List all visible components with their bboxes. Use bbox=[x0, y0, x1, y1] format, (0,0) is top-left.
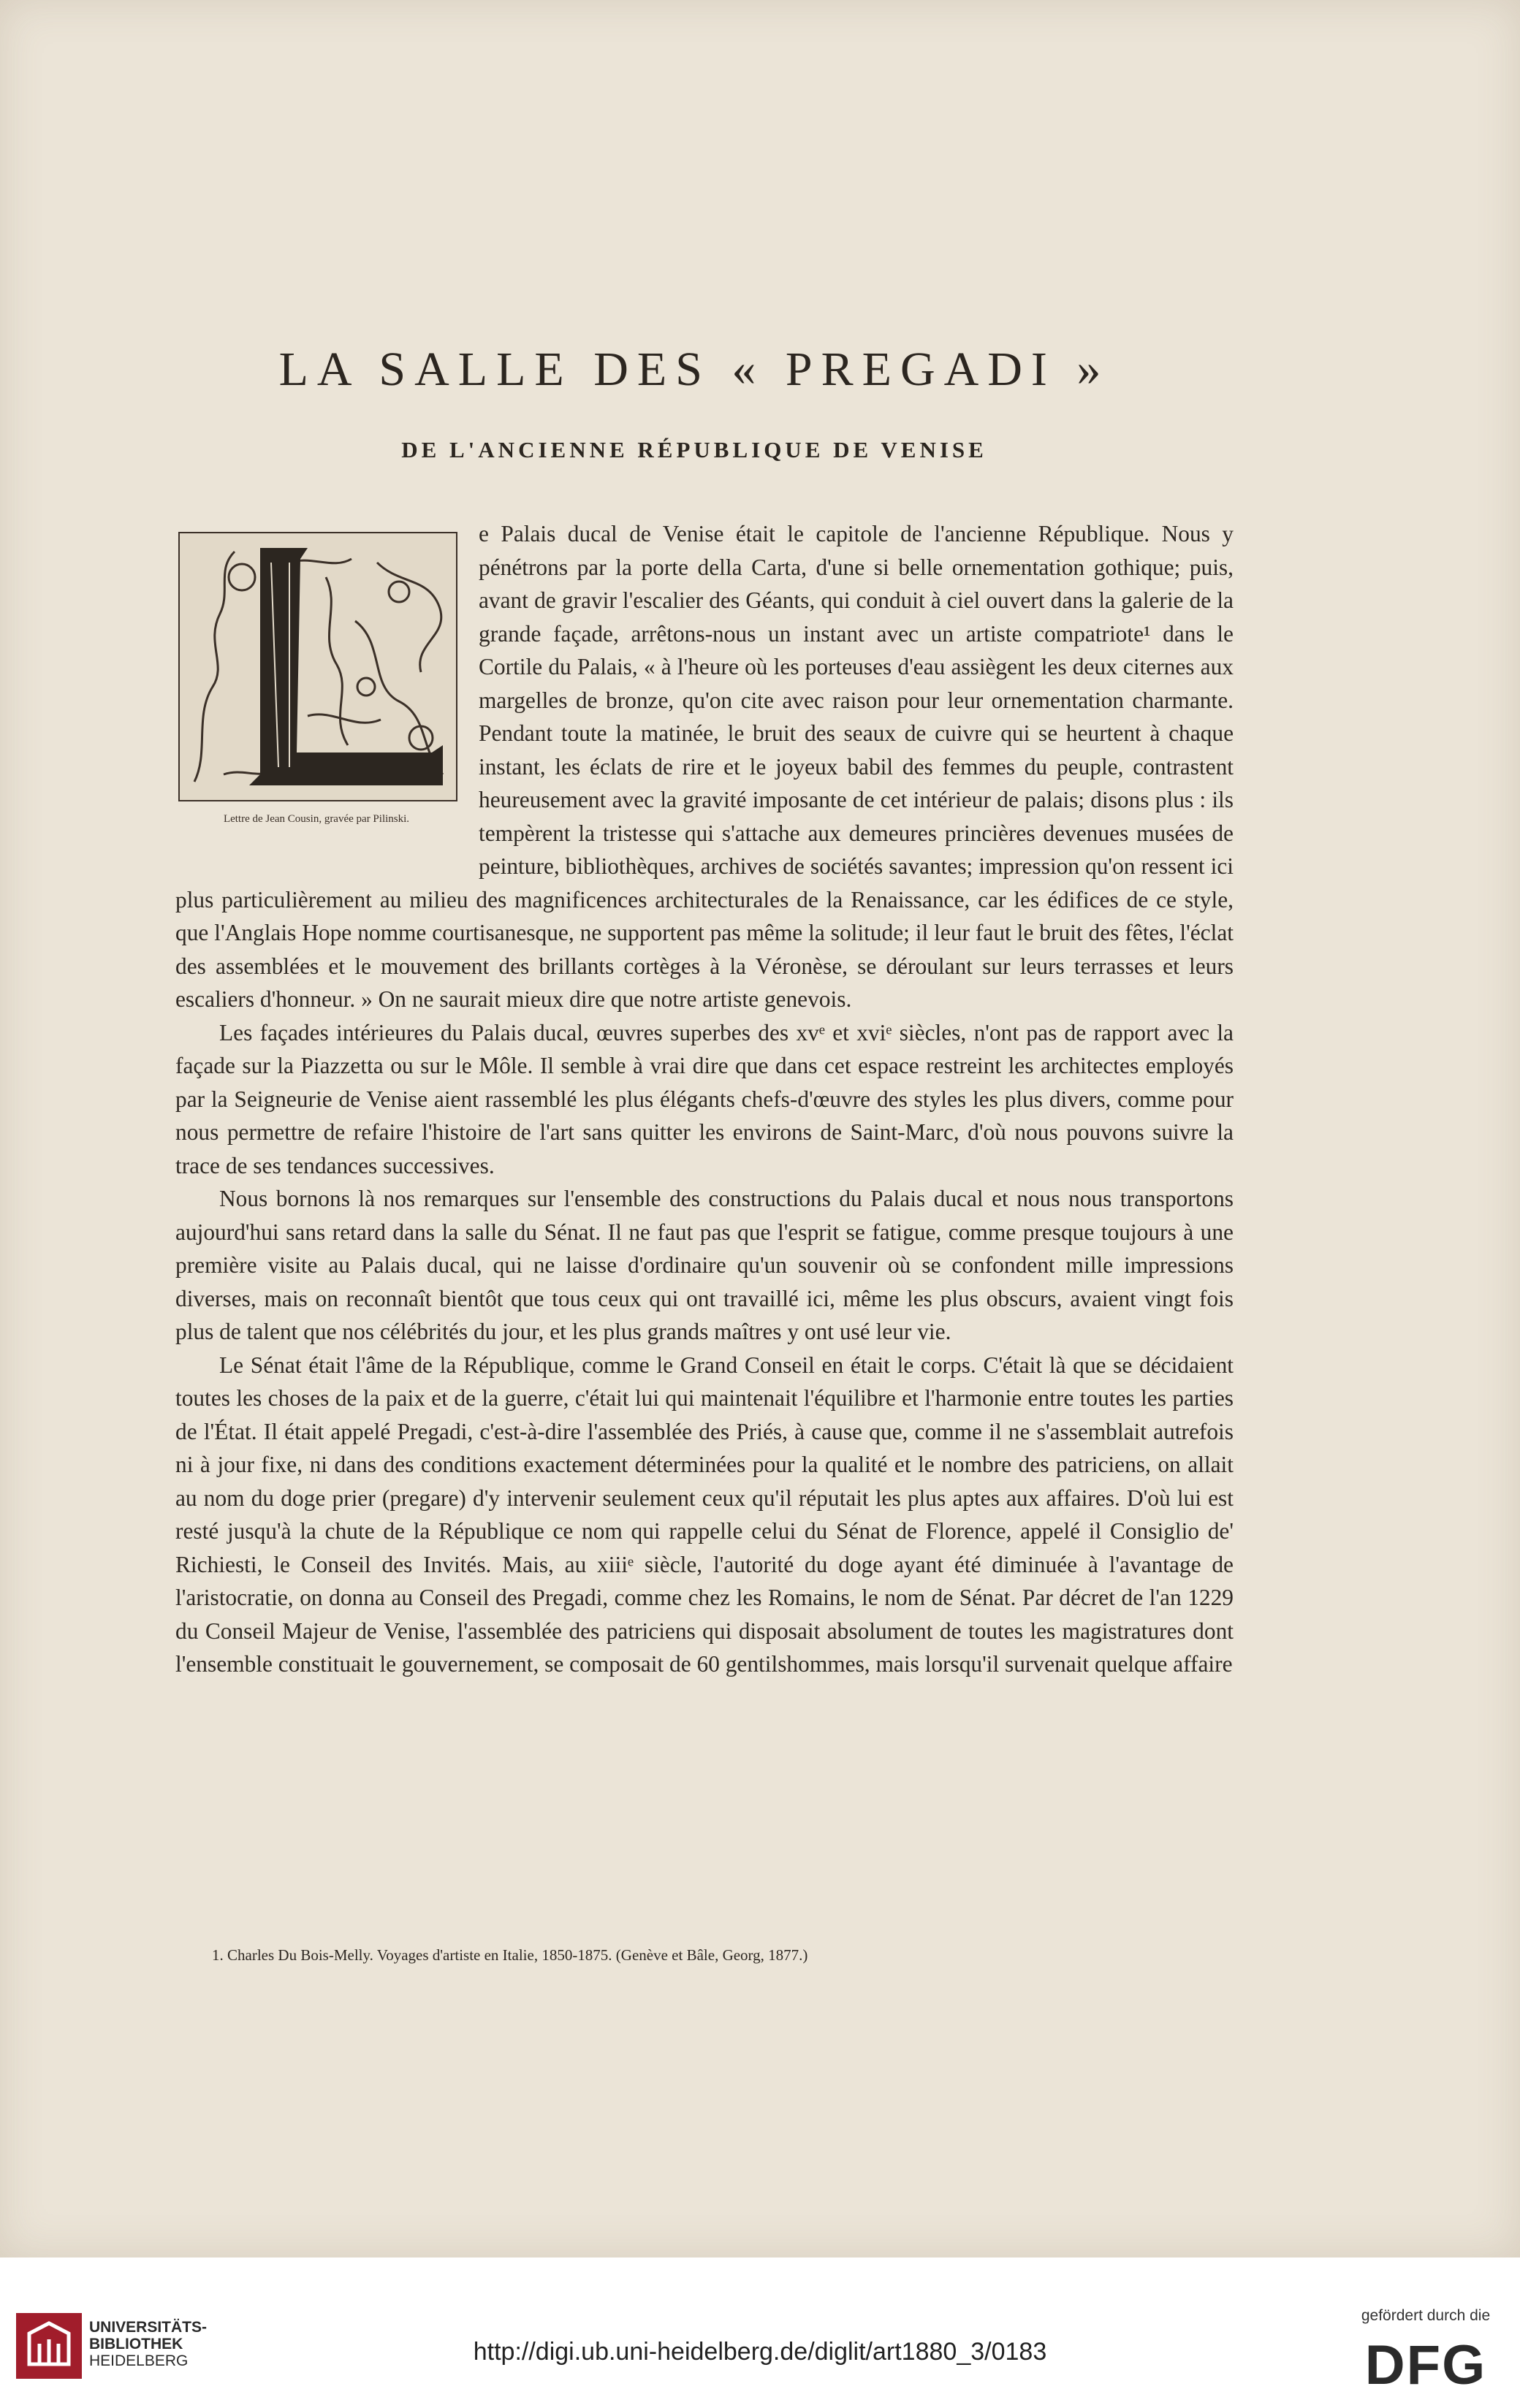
initial-caption: Lettre de Jean Cousin, gravée par Pilinski. bbox=[223, 813, 410, 825]
document-url-link[interactable]: http://digi.ub.uni-heidelberg.de/diglit/art1880_3/0183 bbox=[473, 2338, 1047, 2366]
paragraph: e Palais ducal de Venise était le capitole de l'ancienne République. Nous y pénétrons par la porte della Carta, d'une si belle ornementation gothique; puis, avant de gravir l'escalier des Géants, qui conduit à ciel ouvert dans la galerie de la grande façade, arrêtons-nous un instant avec un artiste compatriote¹ dans le Cortile du Palais, « à l'heure où les porteuses d'eau assiègent les deux citernes aux margelles de bronze, qu'on cite avec raison pour leur ornementation charmante. Pendant toute la matinée, le bruit des seaux de cuivre qui se heurtent à chaque instant, les éclats de rire et le joyeux babil des femmes du peuple, contrastent heureusement avec la gravité imposante de cet intérieur de palais; disons plus : ils tempèrent la tristesse qui s'attache aux demeures princières devenues musées de peinture, bibliothèques, archives de sociétés savantes; impression qu'on ressent ici plus particulièrement au milieu des magnificences architecturales de la Renaissance, car les édifices de ce style, que l'Anglais Hope nomme courtisanesque, ne supportent pas même la solitude; il leur faut le bruit des fêtes, l'éclat des assemblées et le mouvement des brillants cortèges à la Véronèse, se déroulant sur leurs terrasses et leurs escaliers d'honneur. » On ne saurait mieux dire que notre artiste genevois. bbox=[175, 521, 1234, 1012]
article-body bbox=[175, 517, 1234, 1681]
funding-note: gefördert durch die bbox=[1361, 2307, 1491, 2324]
institution-line: HEIDELBERG bbox=[89, 2352, 189, 2369]
dfg-logo: DFG bbox=[1364, 2334, 1487, 2396]
article-title: LA SALLE DES « PREGADI » bbox=[278, 343, 1110, 396]
institution-name bbox=[89, 2319, 207, 2369]
institution-line: UNIVERSITÄTS- bbox=[89, 2319, 208, 2336]
footnote: 1. Charles Du Bois-Melly. Voyages d'artiste en Italie, 1850-1875. (Genève et Bâle, Georg, 1877.) bbox=[212, 1946, 808, 1964]
university-library-logo-icon bbox=[16, 2313, 82, 2379]
paragraph: Nous bornons là nos remarques sur l'ensemble des constructions du Palais ducal et nous nous transportons aujourd'hui sans retard dans la salle du Sénat. Il ne faut pas que l'esprit se fatigue, comme presque toujours à une première visite au Palais ducal, qui ne laisse d'ordinaire qu'un souvenir où se confondent mille impressions diverses, mais on reconnaît bientôt que tous ceux qui ont travaillé ici, même les plus obscurs, avaient vingt fois plus de talent que nos célébrités du jour, et les plus grands maîtres y ont usé leur vie. bbox=[175, 1186, 1234, 1344]
paragraph: Le Sénat était l'âme de la République, comme le Grand Conseil en était le corps. C'était là que se décidaient toutes les choses de la paix et de la guerre, c'était lui qui maintenait l'équilibre et l'harmonie entre toutes les parties de l'État. Il était appelé Pregadi, c'est-à-dire l'assemblée des Priés, à cause que, comme il ne s'assemblait autrefois ni à jour fixe, ni dans des conditions exactement déterminées pour la qualité et le nombre des patriciens, on allait au nom du doge prier (pregare) d'y intervenir seulement ceux qu'il réputait les plus aptes aux affaires. D'où lui est resté jusqu'à la chute de la République ce nom qui rappelle celui du Sénat de Florence, appelé il Consiglio de' Richiesti, le Conseil des Invités. Mais, au xiiiᵉ siècle, l'autorité du doge ayant été diminuée à l'avantage de l'aristocratie, on donna au Conseil des Pregadi, comme chez les Romains, le nom de Sénat. Par décret de l'an 1229 du Conseil Majeur de Venise, l'assemblée des patriciens qui disposait absolument de toutes les magistratures dont l'ensemble constituait le gouvernement, se composait de 60 gentilshommes, mais lorsqu'il survenait quelque affaire bbox=[175, 1352, 1234, 1677]
initial-spacer bbox=[175, 517, 479, 869]
article-subtitle: DE L'ANCIENNE RÉPUBLIQUE DE VENISE bbox=[401, 437, 987, 462]
institution-line: BIBLIOTHEK bbox=[89, 2336, 183, 2352]
viewer-footer bbox=[0, 2258, 1520, 2408]
paragraph: Les façades intérieures du Palais ducal, œuvres superbes des xvᵉ et xviᵉ siècles, n'ont pas de rapport avec la façade sur la Piazzetta ou sur le Môle. Il semble à vrai dire que dans cet espace restreint les architectes employés par la Seigneurie de Venise aient rassemblé les plus élégants chefs-d'œuvre des styles les plus divers, comme pour nous permettre de refaire l'histoire de l'art sans quitter les environs de Saint-Marc, d'où nous pouvons suivre la trace de ses tendances successives. bbox=[175, 1019, 1234, 1178]
